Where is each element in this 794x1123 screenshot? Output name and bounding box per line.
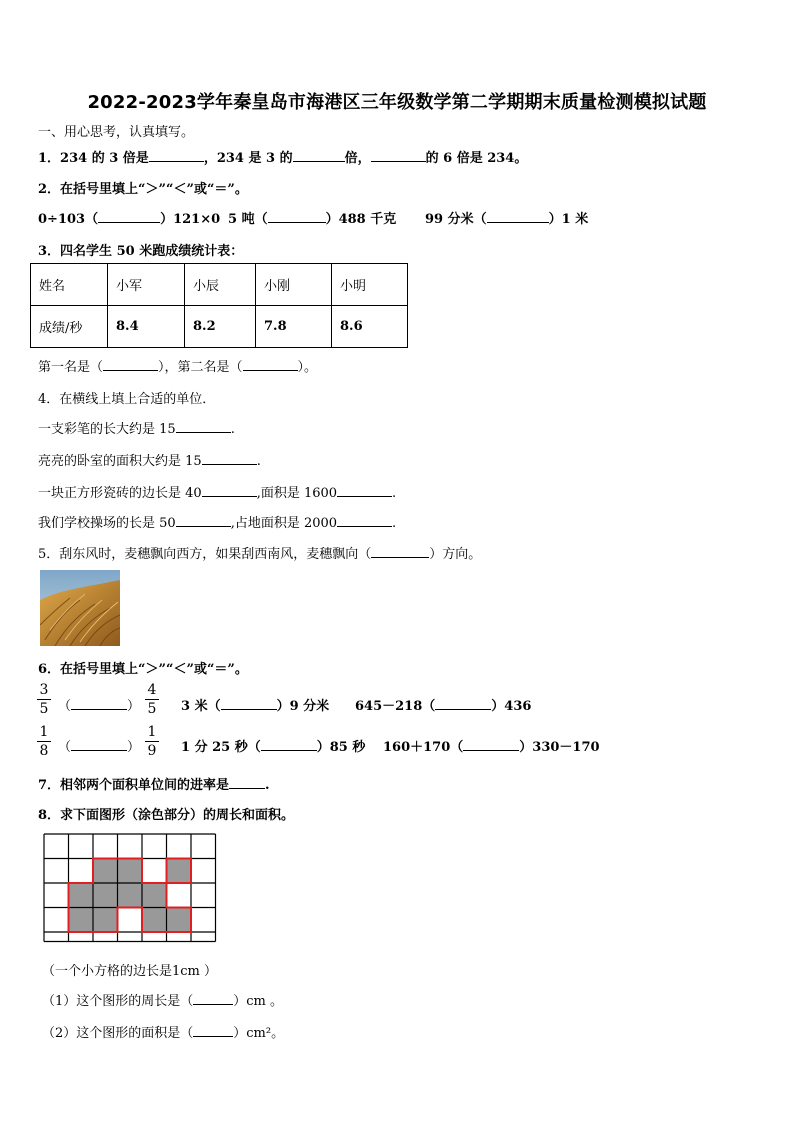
numerator: 1	[147, 724, 157, 740]
q4-line-2-text: 亮亮的卧室的面积大约是 15	[38, 454, 202, 469]
period: .	[392, 486, 397, 501]
answer-blank[interactable]	[71, 697, 127, 710]
paren-close: ）	[127, 740, 141, 755]
period: .	[265, 778, 270, 793]
period: .	[230, 422, 235, 437]
q8-p1-b: ）cm 。	[233, 994, 284, 1009]
paren-open: （	[58, 740, 72, 755]
question-3-follow	[38, 356, 317, 375]
q8-part-2	[42, 1022, 284, 1041]
fraction-1-8	[37, 724, 51, 759]
q5-text-a: 5．刮东风时，麦穗飘向西方，如果刮西南风，麦穗飘向（	[38, 547, 372, 562]
table-cell: 小军	[108, 264, 185, 306]
q4-line-3	[38, 482, 396, 501]
q3-follow-b: ），第二名是（	[158, 360, 243, 375]
table-cell: 8.2	[185, 306, 256, 348]
q4-line-1-text: 一支彩笔的长大约是 15	[38, 422, 176, 437]
q8-p1-a: （1）这个图形的周长是（	[42, 994, 194, 1009]
answer-blank[interactable]	[193, 1024, 233, 1037]
denominator: 5	[147, 701, 157, 717]
question-5	[38, 543, 481, 562]
answer-blank[interactable]	[149, 149, 204, 162]
question-7	[38, 774, 270, 793]
q2-item-2	[228, 208, 396, 227]
table-row	[31, 306, 408, 348]
q4-line-4-text-b: ,占地面积是 2000	[230, 516, 338, 531]
q3-follow-c: ）。	[297, 360, 318, 375]
table-header-row	[31, 264, 408, 306]
wheat-image	[40, 570, 120, 646]
q4-line-2	[38, 450, 261, 469]
q6-r2b-a: 1 分 25 秒（	[181, 740, 261, 755]
answer-blank[interactable]	[176, 514, 231, 527]
denominator: 5	[39, 701, 49, 717]
answer-blank[interactable]	[202, 484, 257, 497]
q4-line-3-text-a: 一块正方形瓷砖的边长是 40	[38, 486, 202, 501]
question-1	[38, 147, 527, 166]
table-cell: 8.4	[108, 306, 185, 348]
answer-blank[interactable]	[435, 697, 491, 710]
fraction-3-5	[37, 682, 51, 717]
q6-compare-4	[58, 736, 140, 755]
numerator: 3	[39, 682, 49, 698]
denominator: 9	[147, 743, 157, 759]
question-2-items	[38, 208, 220, 227]
answer-blank[interactable]	[229, 776, 265, 789]
q6-r1c-a: 645－218（	[355, 699, 436, 714]
answer-blank[interactable]	[71, 738, 127, 751]
score-table	[30, 263, 408, 348]
answer-blank[interactable]	[371, 545, 429, 558]
q6-compare-3	[355, 695, 531, 714]
q6-compare-6	[383, 736, 600, 755]
grid-diagram	[43, 833, 217, 943]
q1-text-d: 的 6 倍是 234。	[425, 151, 528, 166]
q4-line-1	[38, 418, 235, 437]
table-cell: 小明	[332, 264, 408, 306]
answer-blank[interactable]	[176, 420, 231, 433]
question-6-stem: 6．在括号里填上“＞”“＜”或“＝”。	[38, 662, 248, 677]
table-cell: 成绩/秒	[31, 306, 108, 348]
q8-p2-a: （2）这个图形的面积是（	[42, 1026, 194, 1041]
paren-close: ）	[127, 699, 141, 714]
section-heading: 一、用心思考，认真填写。	[38, 125, 195, 140]
table-cell: 7.8	[256, 306, 332, 348]
answer-blank[interactable]	[268, 210, 326, 223]
q6-compare-2	[181, 695, 329, 714]
q6-r2c-a: 160＋170（	[383, 740, 464, 755]
q2-item-2-b: ）488 千克	[325, 212, 397, 227]
answer-blank[interactable]	[293, 149, 345, 162]
fraction-1-9	[145, 724, 159, 759]
answer-blank[interactable]	[98, 210, 160, 223]
denominator: 8	[39, 743, 49, 759]
period: .	[392, 516, 397, 531]
question-2-stem: 2．在括号里填上“＞”“＜”或“＝”。	[38, 182, 248, 197]
q4-line-4	[38, 512, 396, 531]
answer-blank[interactable]	[463, 738, 519, 751]
q4-line-4-text-a: 我们学校操场的长是 50	[38, 516, 176, 531]
question-8-stem: 8．求下面图形（涂色部分）的周长和面积。	[38, 808, 295, 823]
answer-blank[interactable]	[202, 452, 257, 465]
shaded-shape	[68, 858, 191, 932]
q6-r1b-a: 3 米（	[181, 699, 221, 714]
period: .	[256, 454, 261, 469]
q1-text-c: 倍，	[344, 151, 371, 166]
table-cell: 姓名	[31, 264, 108, 306]
q6-r2c-b: ）330－170	[519, 740, 600, 755]
page-title: 2022-2023学年秦皇岛市海港区三年级数学第二学期期末质量检测模拟试题	[87, 92, 707, 113]
grid-note: （一个小方格的边长是1cm ）	[42, 964, 218, 979]
q6-compare-5	[181, 736, 365, 755]
answer-blank[interactable]	[337, 514, 392, 527]
table-cell: 小刚	[256, 264, 332, 306]
q2-item-2-a: 5 吨（	[228, 212, 268, 227]
q4-line-3-text-b: ,面积是 1600	[256, 486, 338, 501]
q5-text-b: ）方向。	[429, 547, 482, 562]
numerator: 1	[39, 724, 49, 740]
answer-blank[interactable]	[487, 210, 549, 223]
q7-text: 7．相邻两个面积单位间的进率是	[38, 778, 230, 793]
answer-blank[interactable]	[193, 992, 233, 1005]
q8-p2-b: ）cm²。	[233, 1026, 285, 1041]
answer-blank[interactable]	[243, 358, 298, 371]
paren-open: （	[58, 699, 72, 714]
answer-blank[interactable]	[261, 738, 317, 751]
q2-item-3-a: 99 分米（	[425, 212, 487, 227]
table-cell: 小辰	[185, 264, 256, 306]
answer-blank[interactable]	[371, 149, 426, 162]
q6-compare-1	[58, 695, 140, 714]
answer-blank[interactable]	[337, 484, 392, 497]
question-4-stem: 4．在横线上填上合适的单位．	[38, 392, 216, 407]
q2-item-3	[425, 208, 588, 227]
q2-item-3-b: ）1 米	[548, 212, 589, 227]
numerator: 4	[147, 682, 157, 698]
answer-blank[interactable]	[221, 697, 277, 710]
grid-figure	[43, 833, 217, 947]
q2-item-1-b: ）121×0	[160, 212, 221, 227]
q1-text-a: 1．234 的 3 倍是	[38, 151, 149, 166]
q6-r1c-b: ）436	[491, 699, 532, 714]
table-cell: 8.6	[332, 306, 408, 348]
answer-blank[interactable]	[103, 358, 158, 371]
question-3-stem: 3．四名学生 50 米跑成绩统计表：	[38, 244, 244, 259]
q3-follow-a: 第一名是（	[38, 360, 104, 375]
q2-item-1-a: 0÷103（	[38, 212, 99, 227]
fraction-4-5	[145, 682, 159, 717]
q8-part-1	[42, 990, 283, 1009]
q1-text-b: ，234 是 3 的	[203, 151, 293, 166]
q6-r2b-b: ）85 秒	[316, 740, 366, 755]
q6-r1b-b: ）9 分米	[276, 699, 330, 714]
